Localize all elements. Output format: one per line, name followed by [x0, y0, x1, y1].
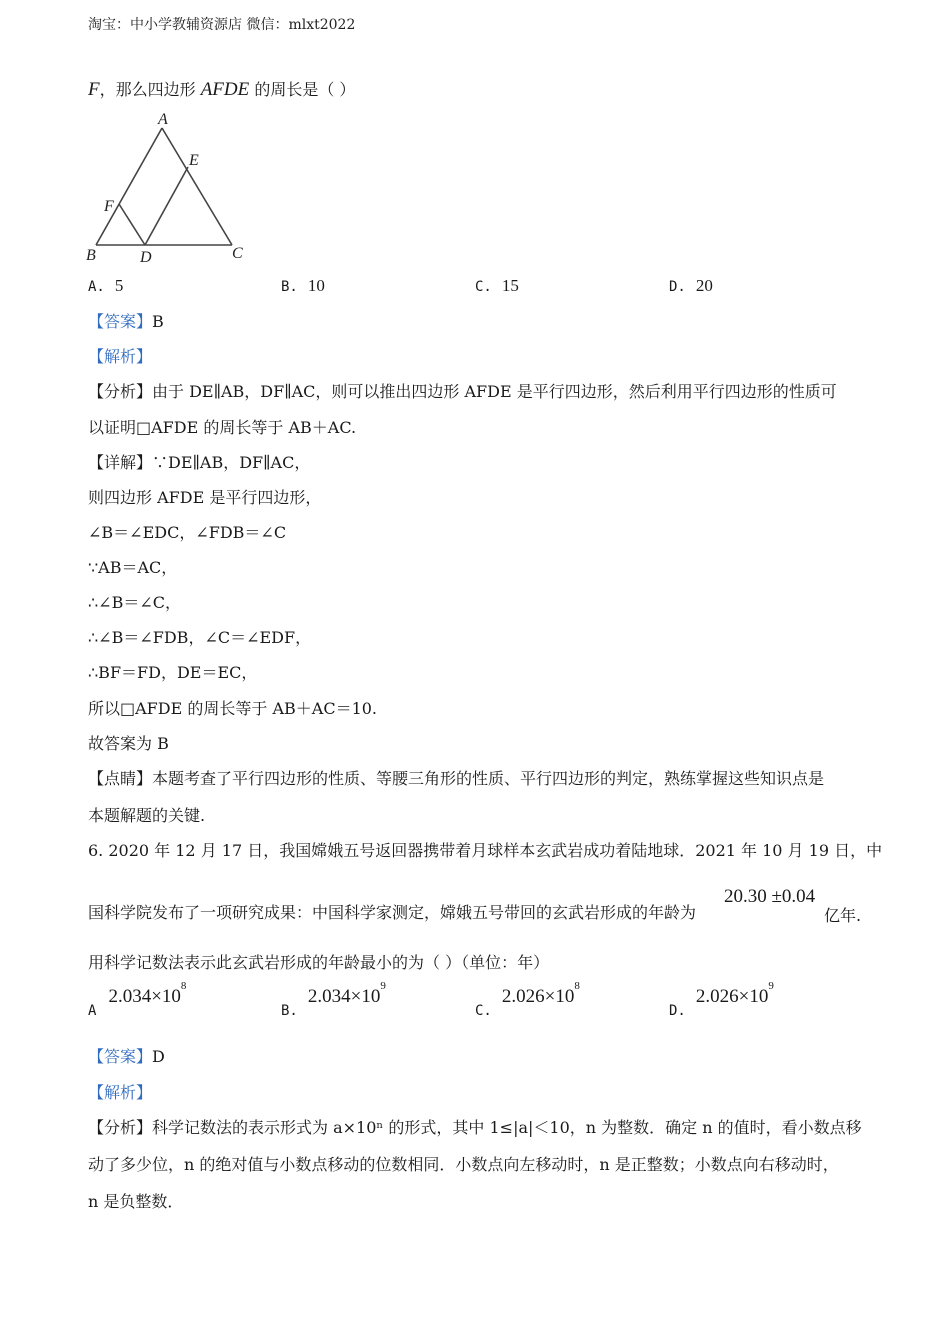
label-f: F: [104, 198, 114, 215]
page-header: 淘宝：中小学教辅资源店 微信：mlxt2022: [88, 17, 356, 33]
q6-line1: 6. 2020 年 12 月 17 日，我国嫦娥五号返回器携带着月球样本玄武岩成功着陆地球．2021 年 10 月 19 日，中: [88, 841, 883, 860]
q5-line: 所以□AFDE 的周长等于 AB＋AC＝10.: [88, 699, 378, 718]
label-a: A: [158, 111, 168, 128]
stem-text2: 的周长是（ ）: [249, 80, 356, 99]
q5-line: 故答案为 B: [88, 734, 169, 753]
q6-line2-end: 亿年.: [824, 906, 862, 925]
q6-line3: 用科学记数法表示此玄武岩形成的年龄最小的为（ ）（单位：年）: [88, 953, 550, 972]
q6-line: 动了多少位，n 的绝对值与小数点移动的位数相同．小数点向左移动时，n 是正整数；小数点向右移动时，: [88, 1155, 839, 1174]
q5-analysis-tag: 【解析】: [88, 347, 153, 366]
q6-answer: 【答案】D: [88, 1047, 165, 1066]
stem-quad: AFDE: [200, 79, 250, 100]
q5-line: 本题解题的关键.: [88, 806, 206, 825]
q6-option-c[interactable]: $C.2.026\times 10^8$: [475, 979, 580, 1019]
q5-line: ∠B＝∠EDC，∠FDB＝∠C: [88, 523, 287, 542]
q5-option-c[interactable]: C. 15: [475, 276, 519, 295]
q6-line: 【分析】科学记数法的表示形式为 a×10ⁿ 的形式，其中 1≤|a|＜10，n 为整数．确定 n 的值时，看小数点移: [88, 1118, 862, 1137]
q6-option-b[interactable]: $B.2.034\times 10^9$: [281, 979, 386, 1019]
q5-stem: [88, 80, 355, 100]
label-e: E: [189, 152, 199, 169]
q5-line: 【分析】由于 DE∥AB，DF∥AC，则可以推出四边形 AFDE 是平行四边形，然后利用平行四边形的性质可: [88, 382, 837, 401]
q6-age-value: 20.30 ±0.04: [724, 886, 816, 907]
stem-var: F: [88, 79, 100, 100]
q5-answer: 【答案】B: [88, 312, 164, 331]
q5-line: ∴BF＝FD，DE＝EC，: [88, 663, 258, 682]
q6-analysis-tag: 【解析】: [88, 1083, 153, 1102]
label-d: D: [140, 249, 152, 266]
q5-option-d[interactable]: D. 20: [669, 276, 713, 295]
q6-line: n 是负整数．: [88, 1192, 184, 1211]
q6-line2: 国科学院发布了一项研究成果：中国科学家测定，嫦娥五号带回的玄武岩形成的年龄为: [88, 903, 697, 922]
q5-line: ∵AB＝AC，: [88, 558, 178, 577]
q5-line: ∴∠B＝∠FDB，∠C＝∠EDF，: [88, 628, 312, 647]
q6-option-d[interactable]: $D.2.026\times 10^9$: [669, 979, 774, 1019]
label-c: C: [232, 245, 243, 262]
q5-line: 以证明□AFDE 的周长等于 AB＋AC.: [88, 418, 357, 437]
stem-text1: ，那么四边形: [99, 80, 201, 99]
q5-line: 则四边形 AFDE 是平行四边形，: [88, 488, 322, 507]
q5-line: 【详解】∵DE∥AB，DF∥AC，: [88, 453, 311, 472]
q6-option-a[interactable]: $A2.034\times 10^8$: [88, 979, 187, 1019]
q5-line: ∴∠B＝∠C，: [88, 593, 181, 612]
triangle-figure: [84, 108, 254, 268]
q5-line: 【点睛】本题考查了平行四边形的性质、等腰三角形的性质、平行四边形的判定，熟练掌握这些知识点是: [88, 769, 825, 788]
q5-option-a[interactable]: A. 5: [88, 276, 124, 295]
label-b: B: [86, 247, 96, 264]
q5-option-b[interactable]: B. 10: [281, 276, 325, 295]
